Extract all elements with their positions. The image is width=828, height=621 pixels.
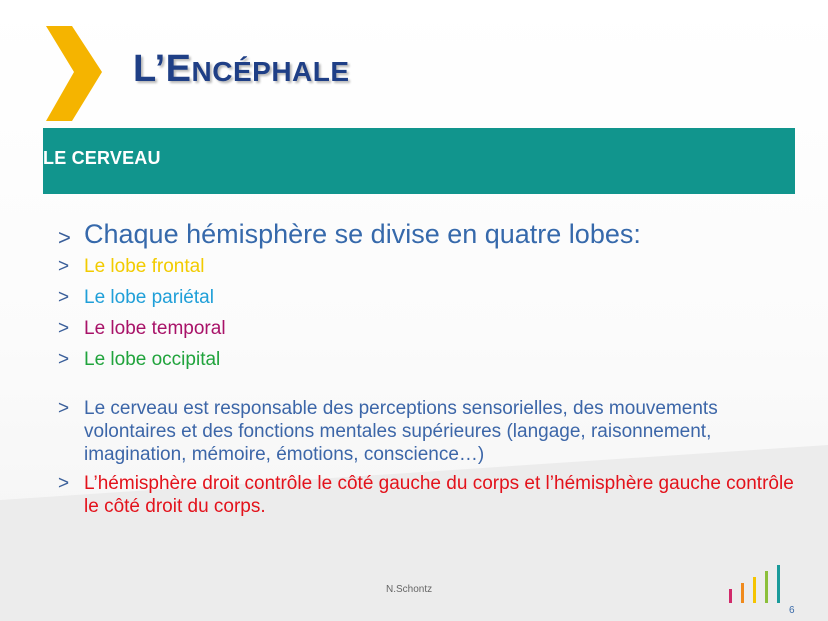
- logo-bar-1: [729, 589, 732, 603]
- bullet-marker: >: [58, 318, 70, 339]
- bullet-lobe-occipital: [58, 344, 798, 375]
- bullet-hemispheres: [58, 472, 798, 518]
- logo-bar-3: [753, 577, 756, 603]
- logo-bar-2: [741, 583, 744, 603]
- bullet-marker: >: [58, 349, 70, 370]
- lobe-parietal-text: Le lobe pariétal: [84, 287, 214, 308]
- page-number: 6: [789, 605, 795, 616]
- bullet-lobe-frontal: [58, 251, 798, 282]
- bullet-marker: >: [58, 225, 71, 250]
- title-rest: NCÉPHALE: [191, 56, 350, 87]
- bullet-lobe-temporal: [58, 313, 798, 344]
- page-title: [133, 50, 350, 88]
- responsibility-text: Le cerveau est responsable des perceptions sensorielles, des mouvements volontaires et des fonctions mentales supérieures (langage, raisonnement, imagination, mémoire, émotions, conscience…): [84, 398, 718, 465]
- lobe-temporal-text: Le lobe temporal: [84, 318, 226, 339]
- bullet-lobe-parietal: [58, 282, 798, 313]
- hemispheres-text: L’hémisphère droit contrôle le côté gauche du corps et l’hémisphère gauche contrôle le côté droit du corps.: [84, 473, 794, 517]
- bullet-marker: >: [58, 473, 70, 494]
- bullet-list: [58, 217, 798, 518]
- footer-author: N.Schontz: [386, 584, 433, 595]
- bullet-marker: >: [58, 256, 70, 277]
- bullet-intro-text: Chaque hémisphère se divise en quatre lobes:: [84, 219, 641, 249]
- bullet-responsibility: [58, 397, 798, 466]
- bullet-marker: >: [58, 398, 70, 419]
- lobe-occipital-text: Le lobe occipital: [84, 349, 221, 370]
- logo-bars-icon: [727, 565, 787, 605]
- chevron-arrow-icon: [46, 26, 102, 121]
- lobe-frontal-text: Le lobe frontal: [84, 256, 205, 277]
- bullet-marker: >: [58, 287, 70, 308]
- title-first-letters: L’E: [133, 48, 192, 90]
- section-label: LE CERVEAU: [43, 148, 161, 168]
- logo-bar-4: [765, 571, 768, 603]
- bullet-intro: [58, 217, 798, 251]
- logo-bar-5: [777, 565, 780, 603]
